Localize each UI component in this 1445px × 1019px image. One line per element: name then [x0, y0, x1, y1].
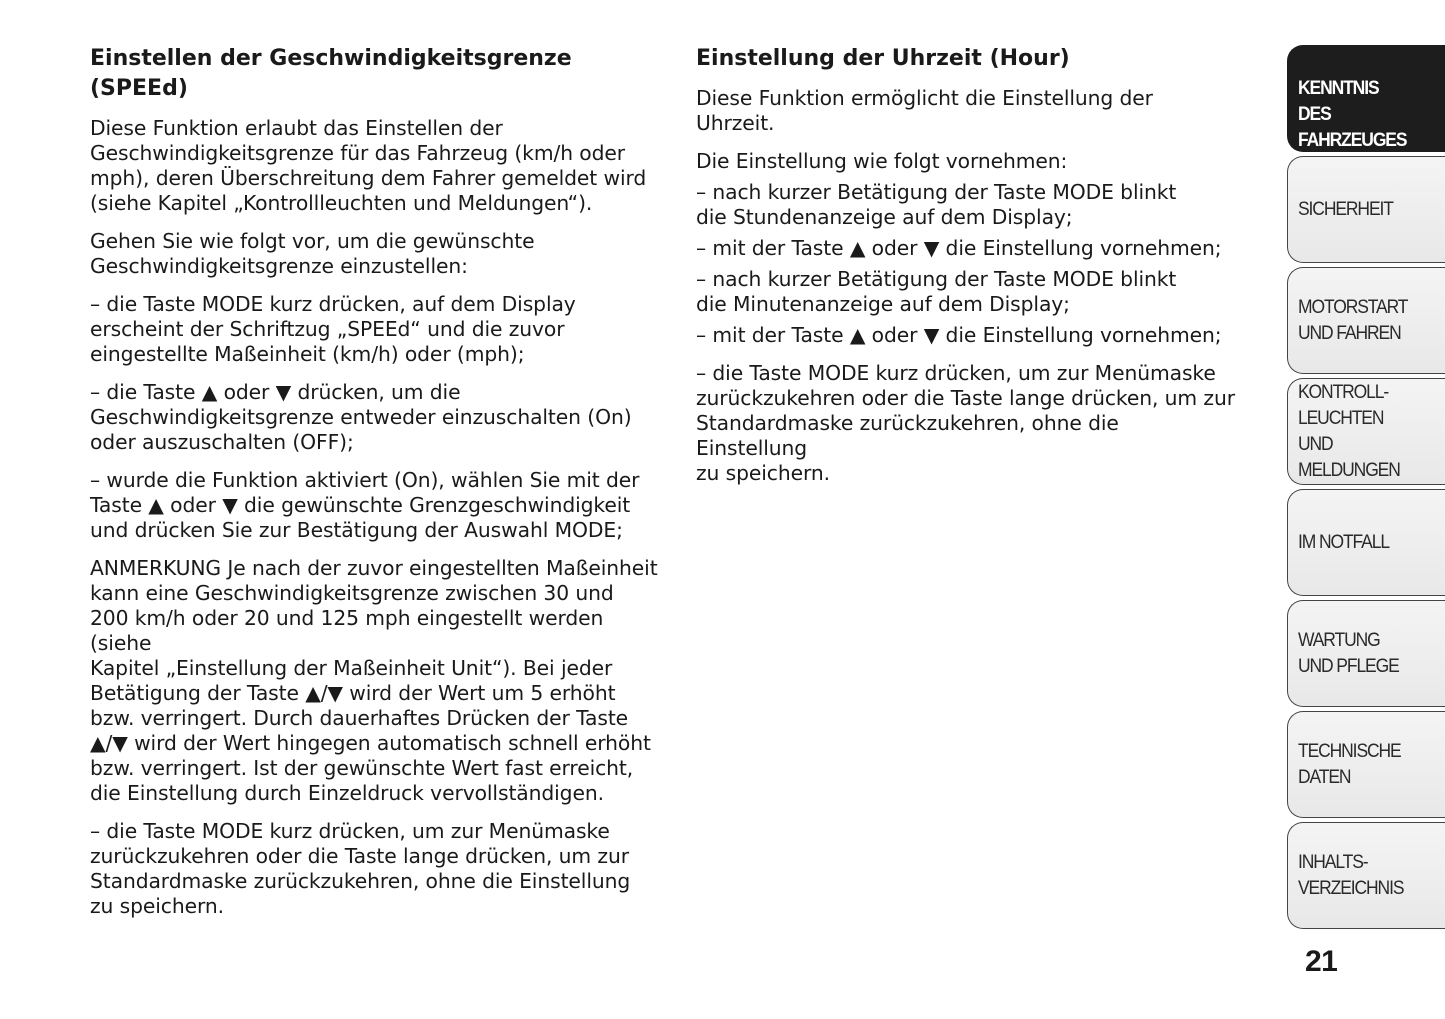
tab-kenntnis-des-fahrzeuges[interactable]: [1287, 45, 1445, 152]
right-paragraph: Die Einstellung wie folgt vornehmen:: [696, 149, 1068, 173]
tab-label: MOTORSTART UND FAHREN: [1298, 296, 1408, 344]
tab-label: IM NOTFALL: [1298, 531, 1389, 553]
left-paragraph: Gehen Sie wie folgt vor, um die gewünschte Geschwindigkeitsgrenze einzustellen:: [90, 229, 535, 278]
speed-limit-heading: Einstellen der Geschwindigkeitsgrenze (SPEEd): [90, 46, 572, 101]
left-paragraph: Diese Funktion erlaubt das Einstellen der Geschwindigkeitsgrenze für das Fahrzeug (km/h oder mph), deren Überschreitung dem Fahrer gemeldet wird (siehe Kapitel „Kontrollleuchten und Meldungen“).: [90, 116, 647, 215]
tab-label: WARTUNG UND PFLEGE: [1298, 629, 1399, 677]
left-note-paragraph: ANMERKUNG Je nach der zuvor eingestellten Maßeinheit kann eine Geschwindigkeitsgrenze zwischen 30 und 200 km/h oder 20 und 125 mph eingestellt werden (siehe Kapitel „Einstellung der Maßeinheit Unit“). Bei jeder Betätigung der Taste ▲/▼ wird der Wert um 5 erhöht bzw. verringert. Durch dauerhaftes Drücken der Taste ▲/▼ wird der Wert hingegen automatisch schnell erhöht bzw. verringert. Ist der gewünschte Wert fast erreicht, die Einstellung durch Einzeldruck vervollständigen.: [90, 556, 658, 805]
tab-label: KENNTNIS DES FAHRZEUGES: [1298, 78, 1407, 151]
tab-label: KONTROLL- LEUCHTEN UND MELDUNGEN: [1298, 381, 1400, 481]
tab-sicherheit[interactable]: [1287, 156, 1445, 263]
left-column: [90, 44, 660, 932]
right-paragraph: – mit der Taste ▲ oder ▼ die Einstellung vornehmen;: [696, 323, 1222, 347]
tab-technische-daten[interactable]: [1287, 711, 1445, 818]
right-column: [696, 44, 1236, 499]
tab-kontrollleuchten-und-meldungen[interactable]: [1287, 378, 1445, 485]
hour-setting-heading: Einstellung der Uhrzeit (Hour): [696, 46, 1070, 71]
page-number: 21: [1305, 945, 1338, 978]
left-paragraph: – wurde die Funktion aktiviert (On), wählen Sie mit der Taste ▲ oder ▼ die gewünschte Grenzgeschwindigkeit und drücken Sie zur Bestätigung der Auswahl MODE;: [90, 468, 640, 542]
right-paragraph: – mit der Taste ▲ oder ▼ die Einstellung vornehmen;: [696, 236, 1222, 260]
chapter-tabs: [1287, 45, 1445, 933]
tab-label: SICHERHEIT: [1298, 198, 1393, 220]
left-paragraph: – die Taste ▲ oder ▼ drücken, um die Geschwindigkeitsgrenze entweder einzuschalten (On) oder auszuschalten (OFF);: [90, 380, 632, 454]
tab-motorstart-und-fahren[interactable]: [1287, 267, 1445, 374]
tab-inhaltsverzeichnis[interactable]: [1287, 822, 1445, 929]
right-paragraph: – nach kurzer Betätigung der Taste MODE blinkt die Minutenanzeige auf dem Display;: [696, 267, 1177, 316]
right-paragraph: – die Taste MODE kurz drücken, um zur Menümaske zurückzukehren oder die Taste lange drücken, um zur Standardmaske zurückzukehren, ohne die Einstellung zu speichern.: [696, 361, 1235, 485]
left-paragraph: – die Taste MODE kurz drücken, um zur Menümaske zurückzukehren oder die Taste lange drücken, um zur Standardmaske zurückzukehren, ohne die Einstellung zu speichern.: [90, 819, 631, 918]
tab-label: TECHNISCHE DATEN: [1298, 740, 1401, 788]
right-paragraph: – nach kurzer Betätigung der Taste MODE blinkt die Stundenanzeige auf dem Display;: [696, 180, 1177, 229]
tab-im-notfall[interactable]: [1287, 489, 1445, 596]
right-paragraph: Diese Funktion ermöglicht die Einstellung der Uhrzeit.: [696, 86, 1153, 135]
tab-wartung-und-pflege[interactable]: [1287, 600, 1445, 707]
tab-label: INHALTS- VERZEICHNIS: [1298, 851, 1404, 899]
left-paragraph: – die Taste MODE kurz drücken, auf dem Display erscheint der Schriftzug „SPEEd“ und die zuvor eingestellte Maßeinheit (km/h) oder (mph);: [90, 292, 576, 366]
